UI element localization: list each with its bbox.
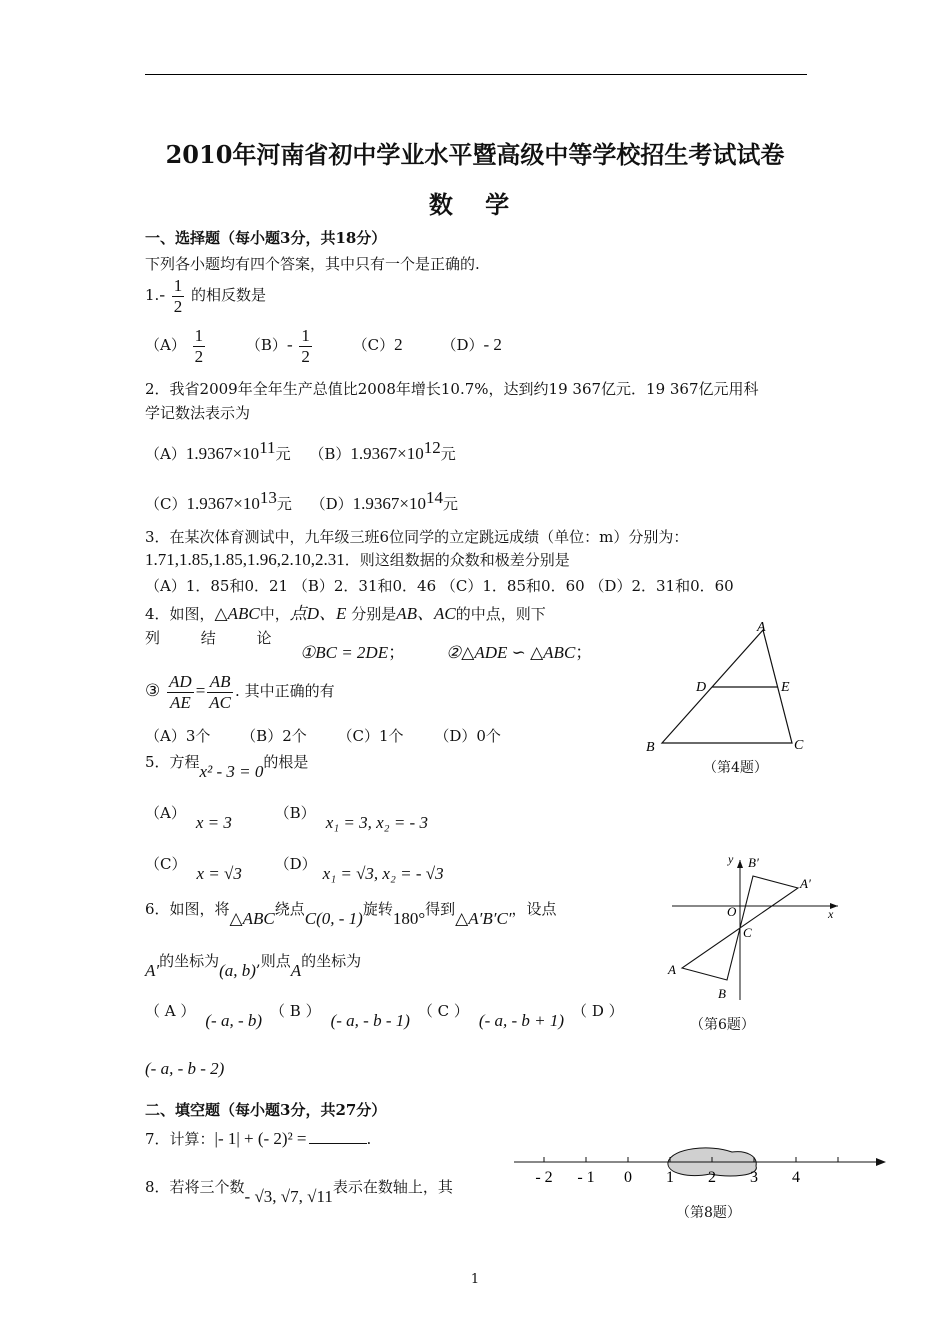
q1-d-value: - 2	[483, 335, 502, 355]
q4-c3-den2: AC	[209, 692, 232, 712]
q2-d-value: 1.9367×10	[352, 494, 426, 513]
q8-tick-label: 1	[666, 1169, 674, 1186]
page-number: 1	[470, 1272, 480, 1287]
q4-c3-num2: AB	[207, 672, 233, 693]
q1-c-value: 2	[394, 335, 403, 355]
q6-label-c: C	[743, 925, 752, 940]
q4-label-c: C	[794, 738, 804, 753]
q6-label-a-prime: A′	[800, 876, 811, 891]
q4-c3-den1: AE	[169, 692, 191, 712]
q6-p5: ，设点	[511, 900, 557, 918]
q5-stem	[145, 751, 309, 781]
q2-a-value: 1.9367×10	[185, 444, 260, 463]
q8-tick-label: 3	[750, 1169, 758, 1186]
q6-figure-caption: （第6题）	[690, 1017, 755, 1033]
header-rule	[145, 74, 807, 75]
q1-neg: -	[159, 285, 165, 305]
q6-triangle: △ABC	[229, 909, 275, 928]
q6-point-c: C(0, - 1)	[304, 909, 363, 928]
q4-option-b: （B）2个	[241, 727, 307, 745]
q2-b-value: 1.9367×10	[350, 444, 424, 463]
q6-p1: 6．如图，将	[145, 900, 230, 918]
q4-c3-eq: =	[195, 681, 206, 701]
q2-d-unit: 元	[443, 495, 459, 513]
q5-d-value: x₁ = √3, x₂ = - √3	[322, 864, 444, 883]
q6-label-a: A	[668, 962, 676, 977]
q6-label-x: x	[828, 907, 834, 921]
q3-line2-tail: ．则这组数据的众数和极差分别是	[344, 551, 570, 569]
q4-options	[145, 725, 501, 746]
q4-figure-caption: （第4题）	[703, 760, 768, 776]
q4-label-a: A	[757, 620, 766, 635]
q2-c-value: 1.9367×10	[186, 494, 260, 513]
q4-tail: . 其中正确的有	[235, 682, 335, 701]
q4-figure	[640, 615, 820, 760]
q1-option-c: （C）	[352, 336, 395, 355]
q2-option-a: （A）	[145, 445, 186, 463]
q6-option-c: （ C ）	[417, 1002, 469, 1020]
q6-p4: 得到	[425, 900, 456, 918]
q2-option-c: （C）	[145, 495, 187, 513]
q5-a-value: x = 3	[195, 813, 232, 832]
q2-option-b: （B）	[309, 445, 351, 463]
q6-l2-t3: 的坐标为	[301, 952, 362, 970]
q4-p3: 分别是	[351, 605, 397, 623]
q6-triangle-2: △A′B′C′	[455, 909, 512, 928]
q6-option-a: （ A ）	[145, 1002, 196, 1020]
q4-points: 点D、E	[289, 604, 347, 623]
q8-p2: 表示在数轴上，其	[332, 1178, 453, 1196]
q4-semicolon-1: ；	[388, 643, 406, 662]
q4-c3-label: ③	[145, 681, 161, 701]
q4-option-a: （A）3个	[145, 727, 211, 745]
q8-tick-label: 0	[624, 1169, 632, 1186]
page-title: 2010年河南省初中学业水平暨高级中等学校招生考试试卷	[165, 140, 785, 169]
q6-options	[145, 1000, 624, 1030]
q2-c-exp: 13	[259, 488, 277, 507]
q6-p3: 旋转	[362, 900, 393, 918]
q2-a-unit: 元	[275, 445, 291, 463]
q8-tick-label: - 1	[577, 1169, 595, 1186]
q1-option-b: （B）	[245, 336, 287, 355]
q1-b-den: 2	[301, 346, 310, 366]
q6-triangle-a2b2c2	[740, 876, 798, 928]
q4-c3-frac2	[207, 672, 233, 712]
q6-angle: 180°	[392, 909, 426, 928]
q7-blank	[309, 1143, 367, 1144]
q4-conclusion-2	[446, 638, 592, 663]
q7-p1: 7．计算：	[145, 1130, 215, 1148]
q5-options-cd	[145, 853, 444, 883]
q1-frac-num: 1	[173, 276, 183, 295]
q7-end: .	[366, 1130, 372, 1148]
q1-text: 的相反数是	[191, 286, 267, 305]
q6-triangle-abc	[682, 928, 740, 980]
q2-line2: 学记数法表示为	[145, 404, 251, 422]
q6-a-value: (- a, - b)	[205, 1011, 263, 1030]
q4-segments: AB、AC	[396, 604, 456, 623]
q4-label-d: D	[696, 680, 707, 695]
q6-b-value: (- a, - b - 1)	[330, 1011, 410, 1030]
q8-tick-label: 4	[792, 1169, 800, 1186]
q4-conclusion-1	[300, 638, 405, 663]
q8-figure	[510, 1138, 890, 1196]
q3-line1: 3．在某次体育测试中，九年级三班6位同学的立定跳远成绩（单位：m）分别为：	[145, 528, 689, 546]
q2-options-ab	[145, 438, 456, 464]
q2-b-unit: 元	[440, 445, 456, 463]
q1-option-a: （A）	[145, 336, 186, 355]
q8-stem	[145, 1176, 453, 1206]
q6-point-a: A	[290, 961, 302, 980]
q2-option-d: （D）	[310, 495, 353, 513]
q5-option-c: （C）	[145, 855, 187, 873]
q3-line2	[145, 549, 570, 570]
q4-line1	[145, 599, 546, 624]
q1-a-num: 1	[194, 326, 204, 345]
q6-line2	[145, 950, 362, 980]
q4-label-e: E	[781, 680, 790, 695]
q4-c3-num1: AD	[169, 672, 192, 691]
q1-a-den: 2	[194, 346, 204, 366]
q5-options-ab	[145, 802, 428, 832]
q4-triangle: △ABC	[214, 604, 260, 623]
q6-label-o: O	[727, 904, 737, 919]
q5-b-value: x₁ = 3, x₂ = - 3	[325, 813, 428, 832]
q6-d-value: (- a, - b - 2)	[145, 1059, 225, 1078]
q5-p2: 的根是	[263, 753, 309, 771]
q6-a-prime: A′	[145, 961, 160, 980]
subject-title: 数 学	[428, 190, 522, 219]
q4-c2-text: ②△ADE ∽ △ABC	[446, 643, 576, 662]
q2-options-cd	[145, 488, 458, 514]
q1-frac-den: 2	[173, 296, 183, 316]
q4-conclusion-3	[145, 672, 335, 712]
q5-equation: x² - 3 = 0	[199, 762, 264, 781]
q6-label-y: y	[728, 852, 734, 866]
q4-semicolon-2: ；	[575, 643, 593, 662]
q3-data: 1.71,1.85,1.85,1.96,2.10,2.31	[145, 550, 345, 569]
q1-b-fraction	[299, 326, 312, 366]
q6-figure	[660, 850, 850, 1015]
q4-p4: 的中点，则下	[455, 605, 546, 623]
q5-option-a: （A）	[145, 804, 186, 822]
q6-coords: (a, b)	[219, 961, 256, 980]
q6-line1	[145, 898, 557, 928]
q2-b-exp: 12	[423, 438, 441, 457]
q5-option-d: （D）	[274, 855, 317, 873]
q1-options	[145, 326, 502, 366]
q4-c3-frac1	[167, 672, 194, 712]
q2-a-exp: 11	[259, 438, 276, 457]
q8-tick-label: - 2	[535, 1169, 553, 1186]
q1-number: 1.	[145, 286, 160, 305]
question-1	[145, 276, 266, 316]
section2-heading: 二、填空题（每小题3分，共27分）	[145, 1101, 387, 1119]
q7	[145, 1128, 371, 1149]
section1-heading: 一、选择题（每小题3分，共18分）	[145, 229, 387, 247]
q2-d-exp: 14	[426, 488, 443, 507]
q8-axis-arrow	[876, 1158, 886, 1166]
q6-option-b: （ B ）	[270, 1002, 321, 1020]
q4-option-d: （D）0个	[434, 727, 501, 745]
q4-label-b: B	[646, 740, 655, 755]
q4-line2: 列 结 论	[145, 629, 290, 647]
q5-c-value: x = √3	[196, 864, 242, 883]
q8-tick-label: 2	[708, 1169, 716, 1186]
q1-fraction	[172, 276, 185, 316]
q8-figure-caption: （第8题）	[676, 1205, 741, 1221]
q3-options: （A）1．85和0．21 （B）2．31和0．46 （C）1．85和0．60 （D）2．31和0．60	[145, 577, 734, 595]
q6-p2: 绕点	[274, 900, 305, 918]
q7-expression: |- 1| + (- 2)² =	[214, 1129, 307, 1148]
q2-c-unit: 元	[276, 495, 292, 513]
q1-option-d: （D）	[441, 336, 484, 355]
q1-a-fraction	[193, 326, 206, 366]
q4-p2: 中，	[259, 605, 290, 623]
q6-option-d: （ D ）	[572, 1002, 624, 1020]
q5-p1: 5．方程	[145, 753, 200, 771]
q1-b-neg: -	[286, 335, 293, 355]
q6-label-b: B	[718, 986, 726, 1001]
q6-c-value: (- a, - b + 1)	[478, 1011, 565, 1030]
q6-label-b-prime: B′	[748, 855, 759, 870]
q6-l2-t1: 的坐标为	[159, 952, 220, 970]
q4-option-c: （C）1个	[337, 727, 404, 745]
q6-l2-t2: ,则点	[255, 952, 291, 970]
q5-option-b: （B）	[274, 804, 316, 822]
q2-line1: 2．我省2009年全年生产总值比2008年增长10.7%，达到约19 367亿元．19 367亿元用科	[145, 380, 759, 398]
q6-y-arrow	[737, 860, 743, 868]
q8-numbers: - √3, √7, √11	[244, 1187, 333, 1206]
q8-p1: 8．若将三个数	[145, 1178, 245, 1196]
q4-c1-text: ①BC = 2DE	[300, 643, 389, 662]
section1-intro: 下列各小题均有四个答案，其中只有一个是正确的.	[145, 255, 480, 273]
q4-p1: 4．如图，	[145, 605, 215, 623]
q1-b-num: 1	[301, 326, 310, 345]
